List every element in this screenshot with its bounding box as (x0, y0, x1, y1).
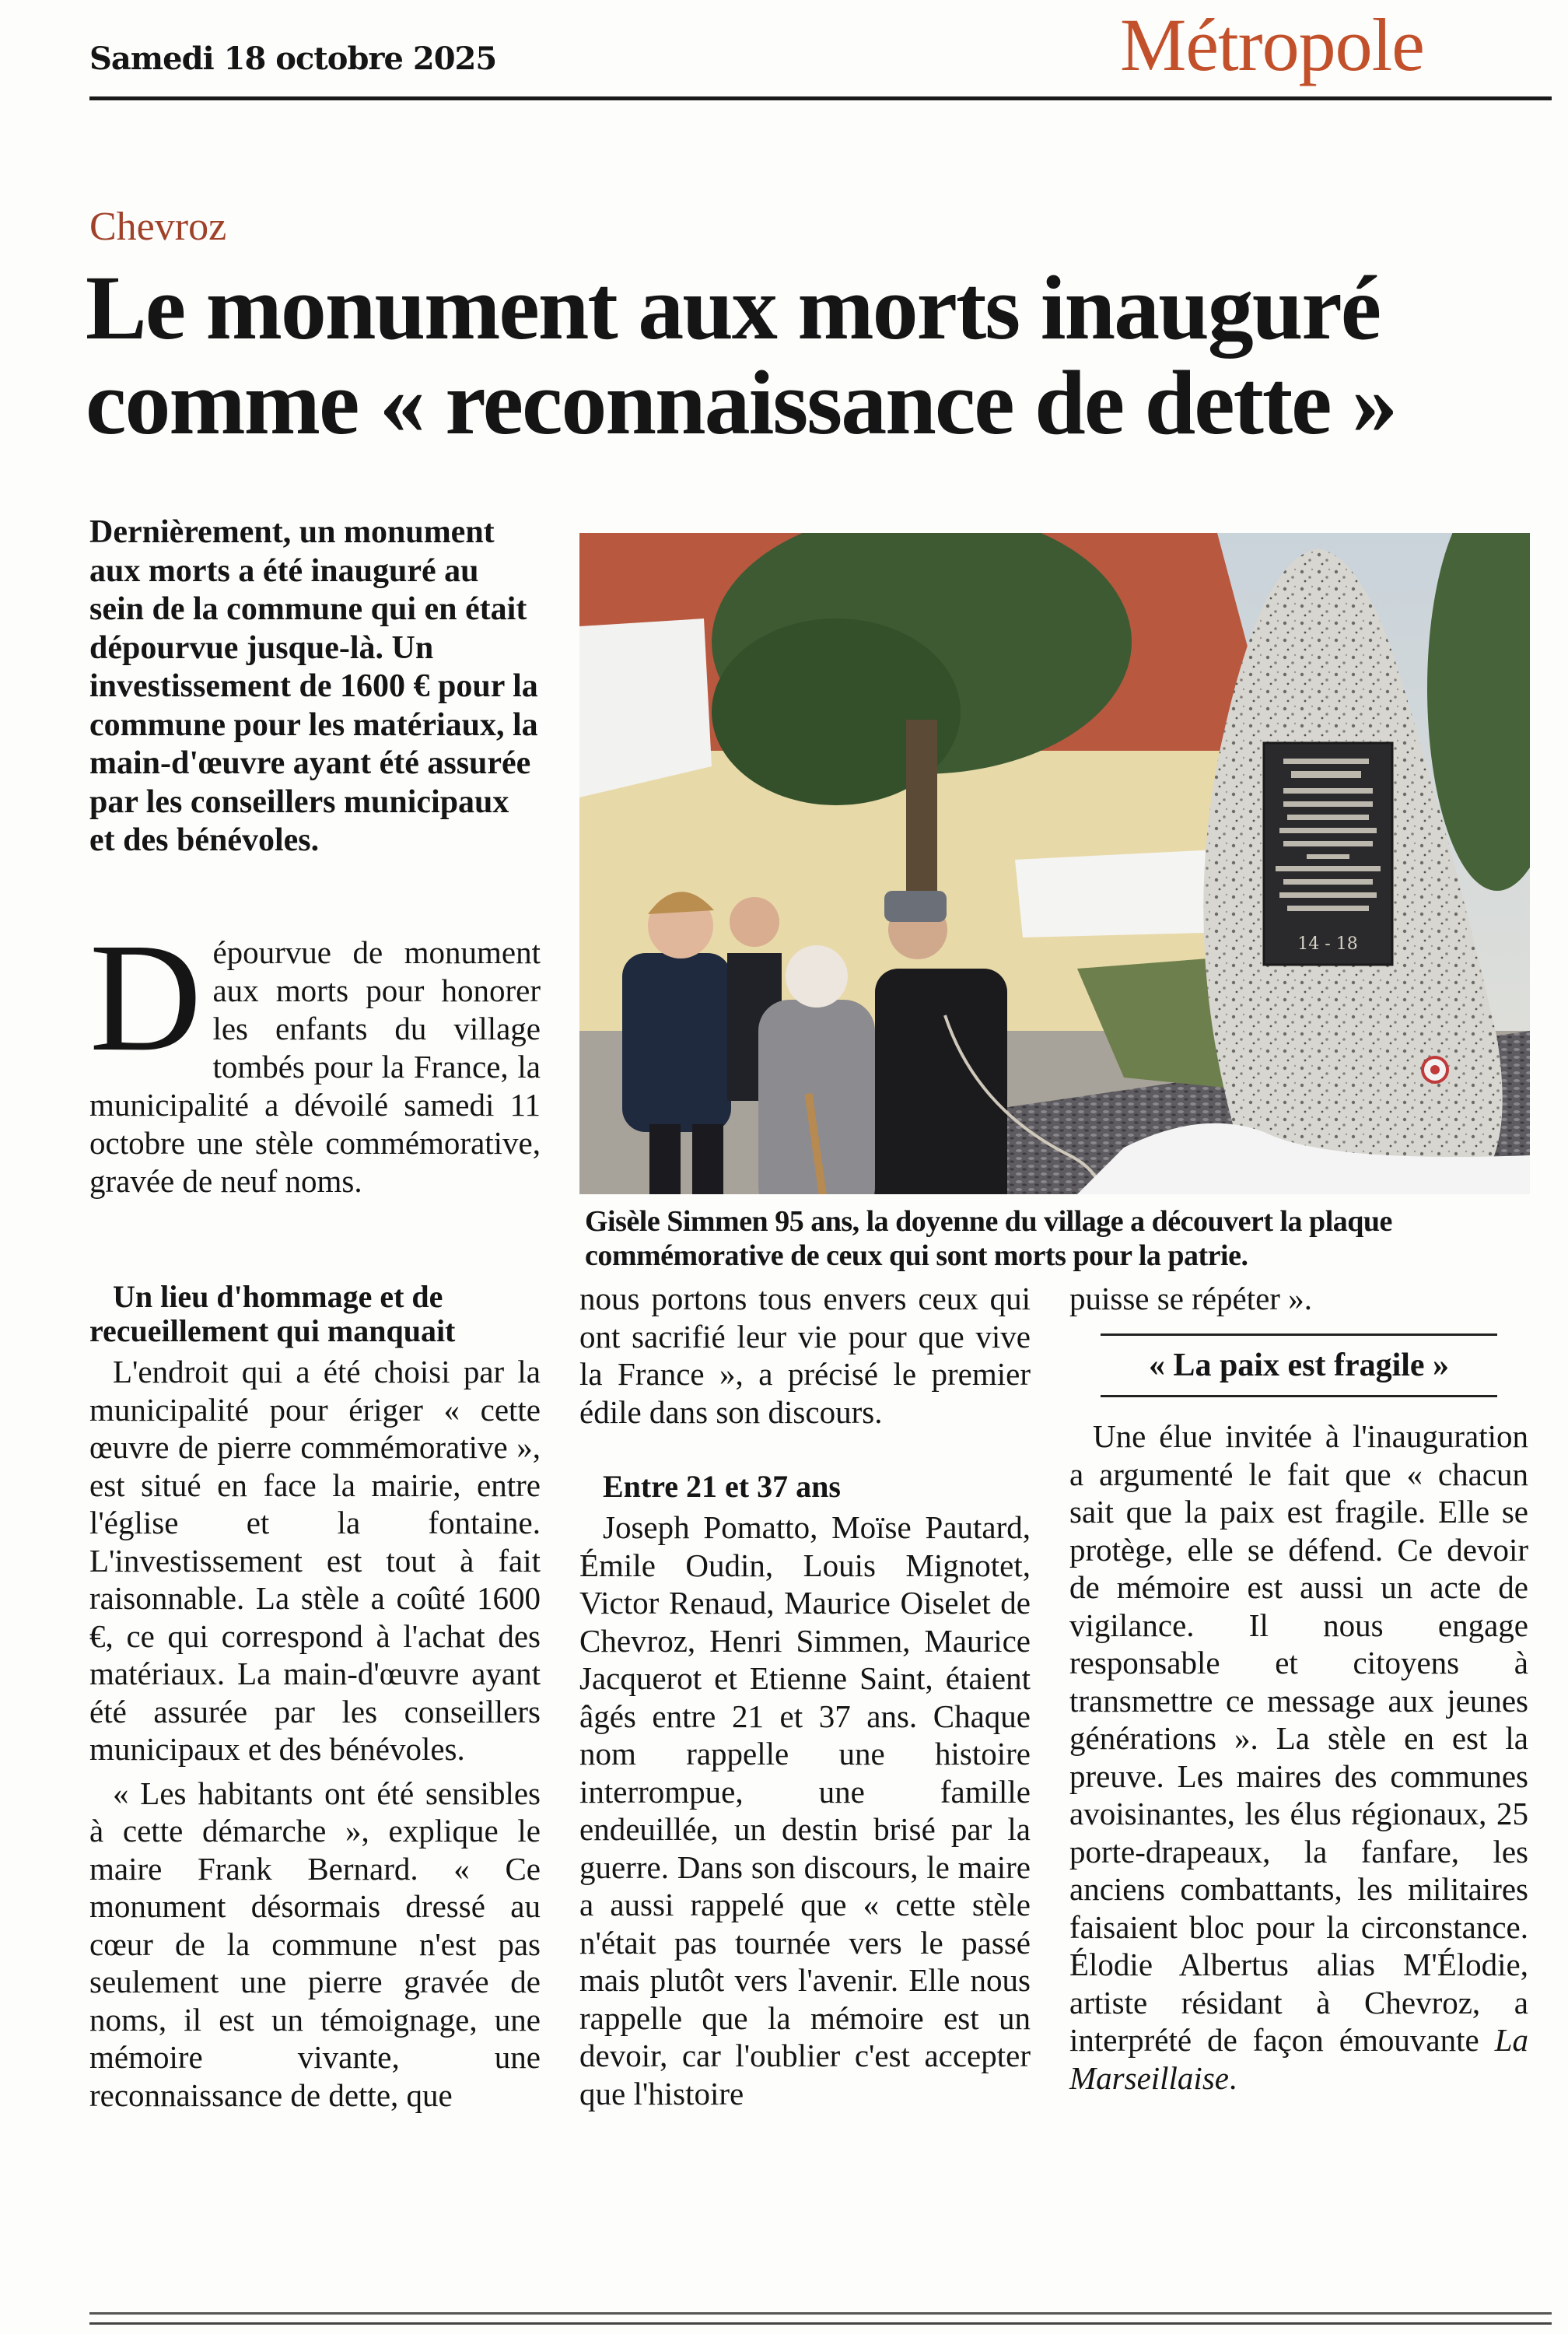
footer-divider-1 (89, 2312, 1552, 2315)
headline-line-1: Le monument aux morts inauguré (86, 257, 1381, 359)
issue-date: Samedi 18 octobre 2025 (89, 40, 497, 77)
headline-line-2: comme « reconnaissance de dette » (86, 352, 1397, 454)
monument-photo-illustration (579, 533, 1530, 1194)
photo-caption: Gisèle Simmen 95 ans, la doyenne du village a découvert la plaque commémorative de ceux qui sont morts pour la patrie. (585, 1205, 1392, 1272)
subhead-paix-fragile: « La paix est fragile » (1101, 1333, 1497, 1398)
col2-paragraph-0: nous portons tous envers ceux qui ont sacrifié leur vie pour que vive la France », a précisé le premier édile dans son discours. (579, 1281, 1031, 1430)
col3-text: Une élue invitée à l'inauguration a argumenté le fait que « chacun sait que la paix est fragile. Elle se protège, elle se défend. Ce devoir de mémoire est aussi un acte de vigilance. Il nous engage responsable et citoyens à transmettre ce message aux jeunes générations ». La stèle en est la preuve. Les maires des communes avoisinantes, les élus régionaux, 25 porte-drapeaux, la fanfare, les anciens combattants, les militaires faisaient bloc pour la circonstance. Élodie Albertus alias M'Élodie, artiste résidant à Chevroz, a interprété de façon émouvante (1069, 1418, 1528, 2058)
article-column-2 (579, 1280, 1031, 2112)
article-lead (89, 912, 541, 1200)
col3-paragraph-0: puisse se répéter ». (1069, 1281, 1312, 1316)
subhead-lieu-hommage: Un lieu d'hommage et de recueillement qui manquait (89, 1279, 456, 1348)
article-column-1 (89, 1280, 541, 2114)
article-headline (86, 257, 1548, 454)
col3-text-end: . (1228, 2059, 1237, 2096)
section-title: Métropole (1120, 3, 1424, 86)
article-kicker: Chevroz (89, 205, 227, 249)
song-title: La Marseillaise (1069, 2022, 1528, 2096)
plaque-years: 14 - 18 (1297, 934, 1358, 954)
article-intro: Dernièrement, un monument aux morts a été inauguré au sein de la commune qui en était dépourvue jusque-là. Un investissement de 1600 € pour la commune pour les matériaux, la main-d'œuvre ayant été assurée par les conseillers municipaux et des bénévoles. (89, 514, 538, 858)
drop-cap: D (89, 912, 202, 1084)
article-column-3 (1069, 1280, 1528, 2097)
lead-text: épourvue de monument aux morts pour honorer les enfants du village tombés pour la France, la municipalité a dévoilé samedi 11 octobre une stèle commémorative, gravée de neuf noms. (89, 934, 541, 1199)
subhead-entre-21-37: Entre 21 et 37 ans (603, 1469, 841, 1504)
header-divider (89, 96, 1552, 100)
col1-paragraph-2: « Les habitants ont été sensibles à cette démarche », explique le maire Frank Bernard. « Ce monument désormais dressé au cœur de la commune n'est pas seulement une pierre gravée de noms, il est un témoignage, une mémoire vivante, une reconnaissance de dette, que (89, 1775, 541, 2113)
col1-paragraph-1: L'endroit qui a été choisi par la municipalité pour ériger « cette œuvre de pierre commémorative », est situé en face la mairie, entre l'église et la fontaine. L'investissement est tout à fait raisonnable. La stèle a coûté 1600 €, ce qui correspond à l'achat des matériaux. La main-d'œuvre ayant été assurée par les conseillers municipaux et des bénévoles. (89, 1354, 541, 1767)
col3-paragraph-1 (1069, 1418, 1528, 2097)
footer-divider-2 (89, 2322, 1552, 2325)
article-photo (579, 533, 1530, 1194)
col2-paragraph-1: Joseph Pomatto, Moïse Pautard, Émile Oudin, Louis Mignotet, Victor Renaud, Maurice Oiselet de Chevroz, Henri Simmen, Maurice Jacquerot et Etienne Saint, étaient âgés entre 21 et 37 ans. Chaque nom rappelle une histoire interrompue, une famille endeuillée, un destin brisé par la guerre. Dans son discours, le maire a aussi rappelé que « cette stèle n'était pas tournée vers le passé mais plutôt vers l'avenir. Elle nous rappelle que la mémoire est un devoir, car l'oublier c'est accepter que l'histoire (579, 1509, 1031, 2111)
